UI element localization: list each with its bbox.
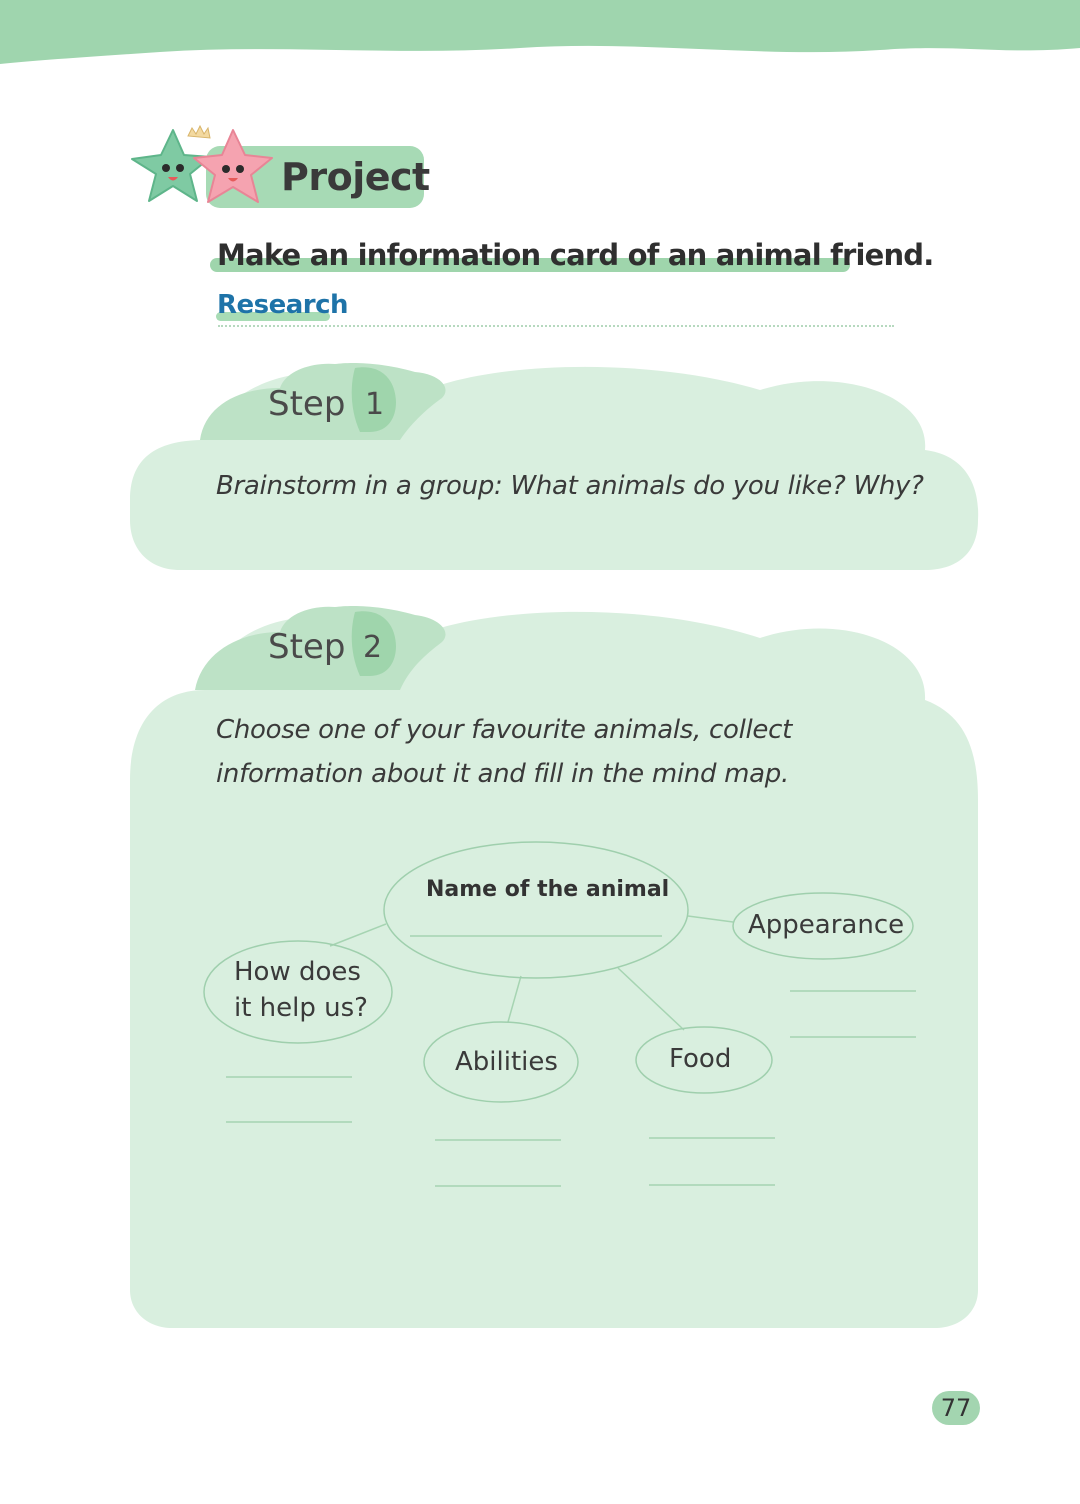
- appearance-node-label: Appearance: [748, 910, 905, 940]
- step-2-text-line-1: Choose one of your favourite animals, collect: [216, 715, 793, 745]
- abilities-node-label: Abilities: [455, 1047, 558, 1077]
- help-node-label-line-2: it help us?: [234, 993, 368, 1023]
- center-node-label: Name of the animal: [426, 877, 670, 902]
- step-2-number: 2: [363, 630, 383, 665]
- step-1-number: 1: [365, 387, 385, 422]
- step-1-label: Step: [268, 384, 346, 424]
- step-2-text-line-2: information about it and fill in the mind map.: [216, 759, 789, 789]
- section-label-research: Research: [217, 290, 349, 320]
- help-node-label-line-1: How does: [234, 957, 361, 987]
- step-1-text: Brainstorm in a group: What animals do you like? Why?: [216, 471, 924, 501]
- page-number: 77: [932, 1391, 980, 1425]
- instruction-heading: Make an information card of an animal friend.: [217, 238, 934, 272]
- project-title: Project: [281, 155, 430, 199]
- food-node-label: Food: [669, 1044, 732, 1074]
- step-2-label: Step: [268, 627, 346, 667]
